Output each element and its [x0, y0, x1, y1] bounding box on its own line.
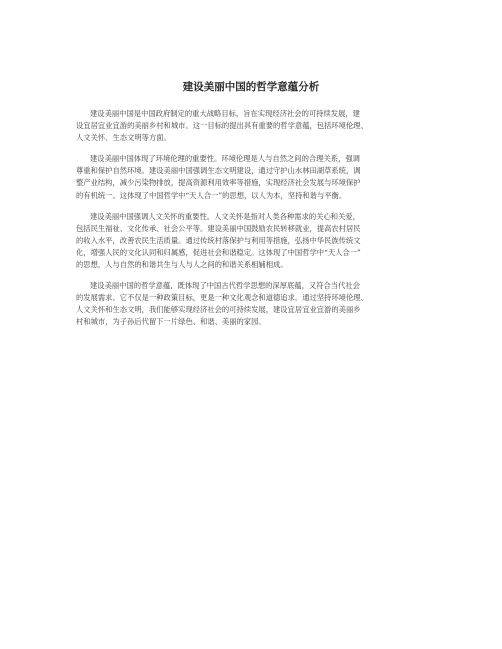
paragraph-line: 的思想，人与自然的和谐共生与人与人之间的和谐关系相辅相成。: [76, 260, 288, 270]
paragraph-line: 的收入水平，改善农民生活质量。通过传统村落保护与利用等措施，弘扬中华民族传统文: [76, 235, 361, 245]
paragraph-intro: [76, 108, 433, 144]
paragraph-line: 人文关怀、生态文明等方面。: [76, 133, 171, 143]
paragraph-line: 整产业结构，减少污染物排放，提高资源利用效率等措施，实现经济社会发展与环境保护: [76, 178, 361, 188]
paragraph-line: 建设美丽中国体现了环境伦理的重要性。环境伦理是人与自然之间的合理关系，强调: [90, 154, 360, 164]
paragraph-line: 的有机统一。这体现了中国哲学中“天人合一”的思想，以人为本，坚持和谐与平衡。: [76, 190, 347, 200]
document-body: [76, 108, 433, 338]
paragraph-line: 人文关怀和生态文明，我们能够实现经济社会的可持续发展，建设宜居宜业宜游的美丽乡: [76, 305, 361, 315]
paragraph-humanistic-care: [76, 211, 433, 271]
paragraph-line: 的发展需求。它不仅是一种政策目标，更是一种文化观念和道德追求。通过坚持环境伦理、: [76, 293, 368, 303]
paragraph-line: 村和城市，为子孙后代留下一片绿色、和谐、美丽的家园。: [76, 317, 266, 327]
paragraph-line: 尊重和保护自然环境。建设美丽中国强调生态文明建设，通过守护山水林田湖草系统，调: [76, 166, 361, 176]
paragraph-line: 建设美丽中国强调人文关怀的重要性。人文关怀是指对人类各种需求的关心和关爱，: [90, 211, 360, 221]
paragraph-line: 设宜居宜业宜游的美丽乡村和城市。这一目标的提出具有重要的哲学意蕴，包括环境伦理、: [76, 121, 368, 131]
paragraph-line: 建设美丽中国是中国政府制定的重大战略目标，旨在实现经济社会的可持续发展，建: [90, 109, 360, 118]
paragraph-line: 建设美丽中国的哲学意蕴，既体现了中国古代哲学思想的深厚底蕴，又符合当代社会: [90, 281, 360, 291]
paragraph-line: 化，增强人民的文化认同和归属感，促进社会和谐稳定。这体现了中国哲学中“天人合一”: [76, 247, 361, 257]
paragraph-environmental-ethics: [76, 153, 433, 201]
document-title: 建设美丽中国的哲学意蕴分析: [182, 81, 320, 93]
paragraph-conclusion: [76, 280, 433, 328]
paragraph-line: 包括民生福祉、文化传承、社会公平等。建设美丽中国鼓励农民转移就业，提高农村居民: [76, 223, 361, 233]
